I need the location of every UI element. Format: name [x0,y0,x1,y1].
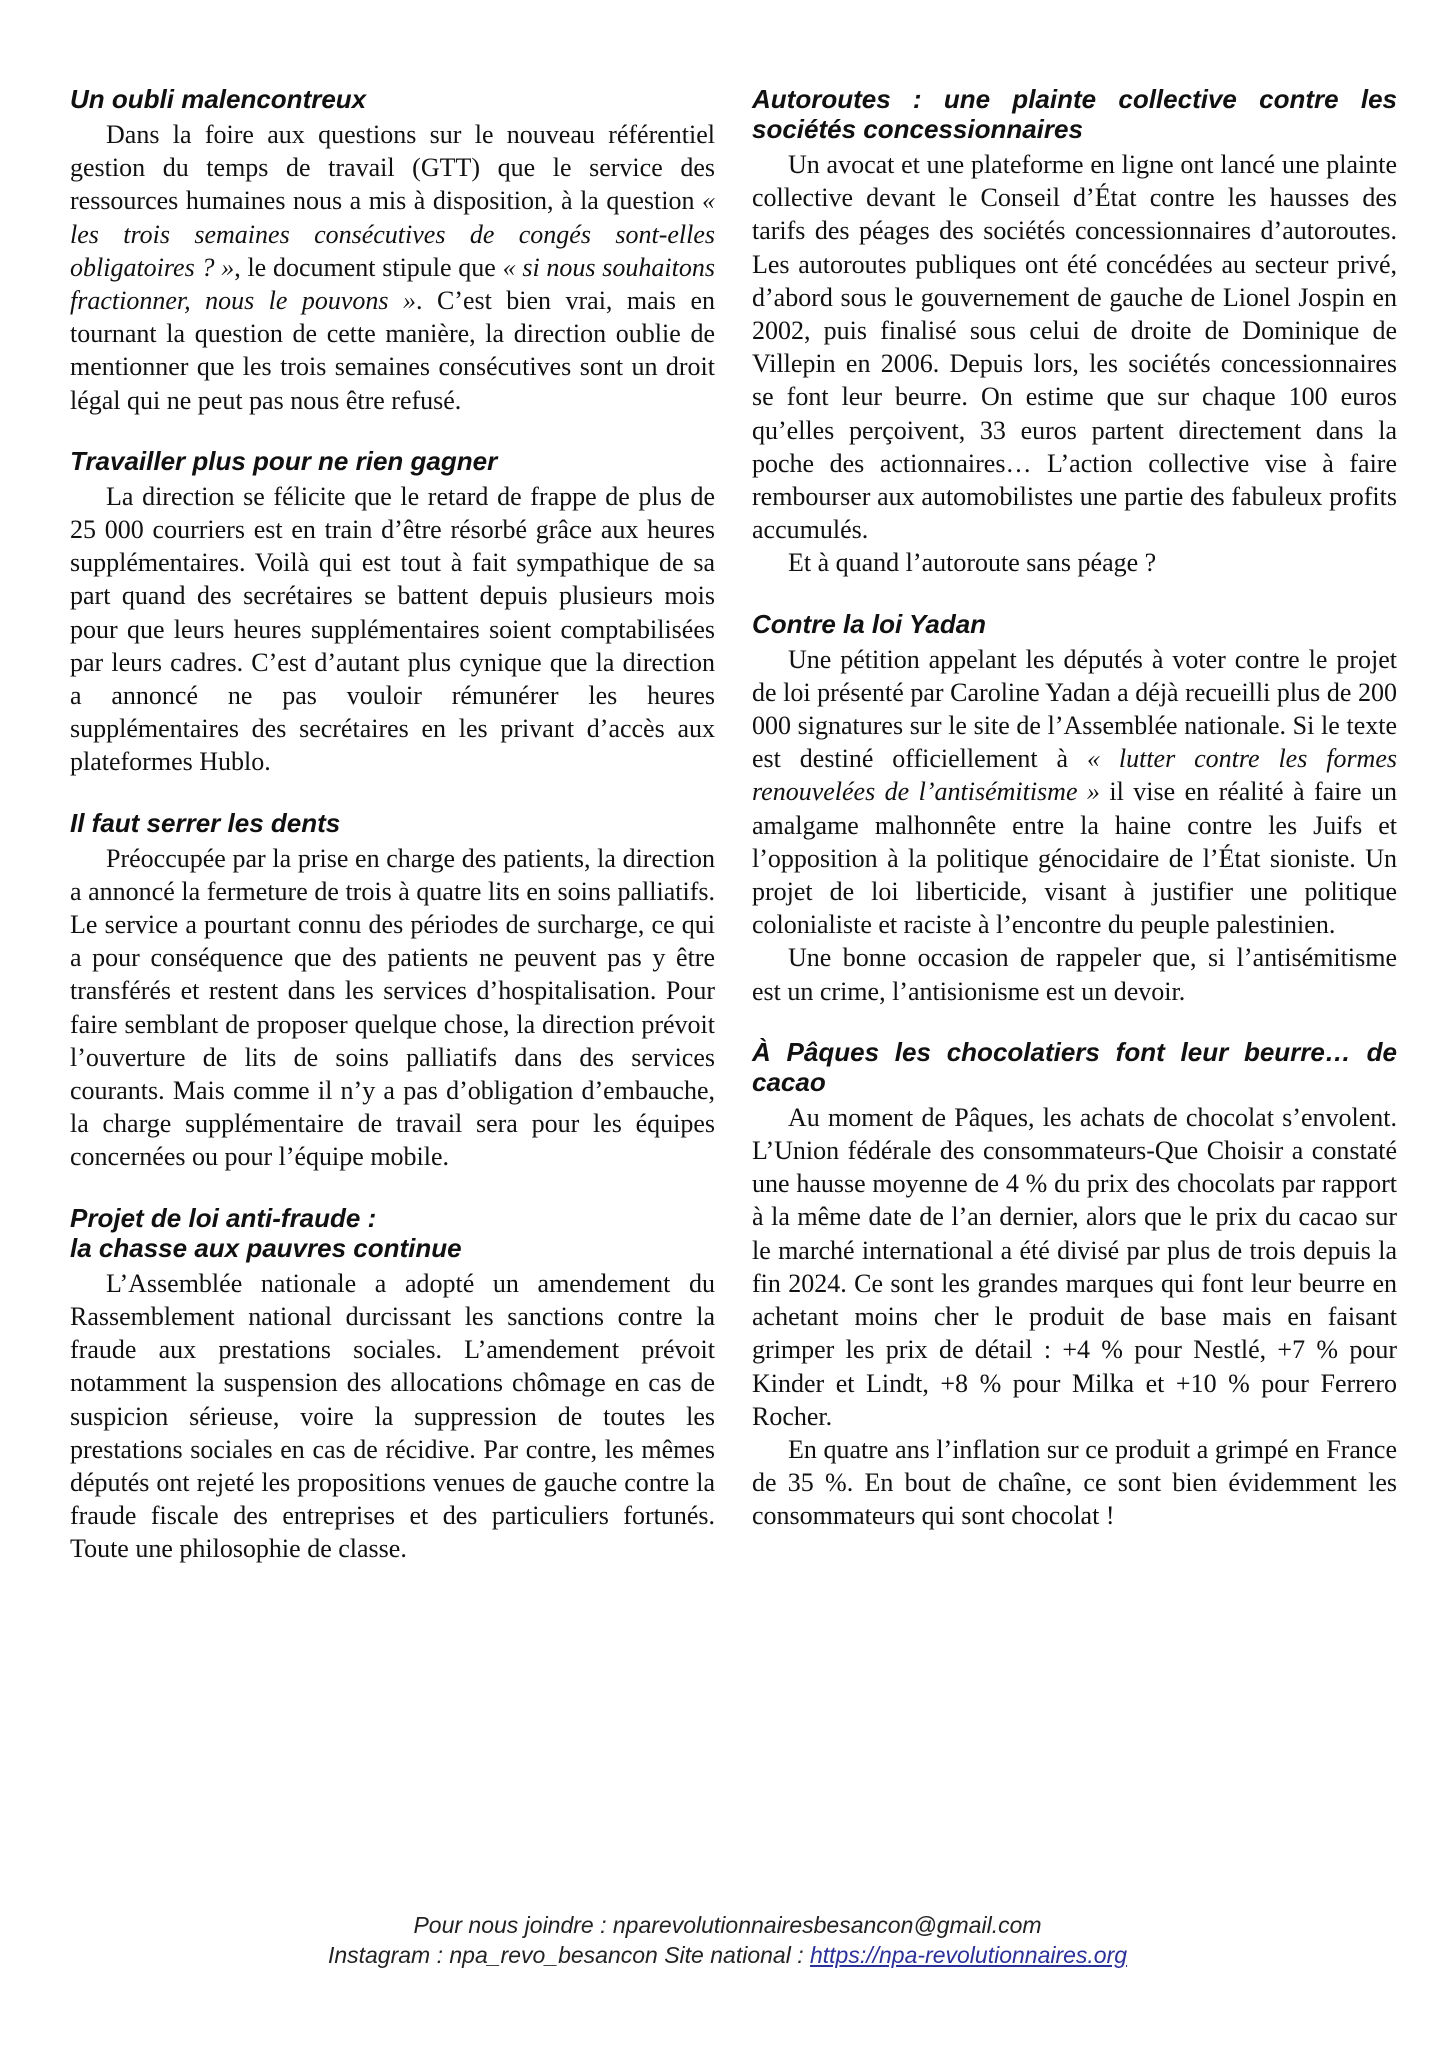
article-paragraph: Un avocat et une plateforme en ligne ont lancé une plainte collective devant le Conseil d’État contre les hausses des tarifs des péages des sociétés concessionnaires d’autoroutes. Les autoroutes publiques ont été concédées au secteur privé, d’abord sous le gouvernement de gauche de Lionel Jospin en 2002, puis finalisé sous celui de droite de Dominique de Villepin en 2006. Depuis lors, les sociétés concessionnaires se font leur beurre. On estime que sur chaque 100 euros qu’elles perçoivent, 33 euros partent directement dans la poche des actionnaires… L’action collective vise à faire rembourser aux automobilistes une partie des fabuleux profits accumulés. [752,150,1397,545]
article-paragraph: Dans la foire aux questions sur le nouveau référentiel gestion du temps de travail (GTT) que le service des ressources humaines nous a mis à disposition, à la question « les trois semaines consécutives de congés sont-elles obligatoires ? », le document stipule que « si nous souhaitons fractionner, nous le pouvons ». C’est bien vrai, mais en tournant la question de cette manière, la direction oublie de mentionner que les trois semaines consécutives sont un droit légal qui ne peut pas nous être refusé. [70,120,715,415]
footer-social-line: Instagram : npa_revo_besancon Site national : https://npa-revolutionnaires.org [327,1942,1128,1968]
article-loi-yadan [752,609,1397,1008]
article-paragraph: Une bonne occasion de rappeler que, si l’antisémitisme est un crime, l’antisionisme est un devoir. [752,943,1397,1006]
article-autoroutes [752,84,1397,580]
left-column [70,84,715,1595]
footer-email-line: Pour nous joindre : nparevolutionnairesbesancon@gmail.com [413,1912,1042,1938]
article-paragraph: Et à quand l’autoroute sans péage ? [788,548,1157,578]
article-paragraph: L’Assemblée nationale a adopté un amendement du Rassemblement national durcissant les sanctions contre la fraude aux prestations sociales. L’amendement prévoit notamment la suspension des allocations chômage en cas de suspicion sérieuse, voire la suppression de toutes les prestations sociales en cas de récidive. Par contre, les mêmes députés ont rejeté les propositions venues de gauche contre la fraude fiscale des entreprises et des particuliers fortunés. Toute une philosophie de classe. [70,1268,715,1564]
article-title: Travailler plus pour ne rien gagner [70,445,498,476]
article-oubli-malencontreux [70,84,715,417]
article-paques-chocolatiers [752,1037,1397,1533]
article-paragraph: En quatre ans l’inflation sur ce produit a grimpé en France de 35 %. En bout de chaîne, ce sont bien évidemment les consommateurs qui sont chocolat ! [752,1434,1397,1531]
article-title: Il faut serrer les dents [70,807,341,838]
article-title: Un oubli malencontreux [70,84,367,114]
article-title: À Pâques les chocolatiers font leur beurre… de cacao [752,1036,1397,1097]
article-title: Autoroutes : une plainte collective contre les sociétés concessionnaires [752,84,1397,144]
article-travailler-plus [70,446,715,779]
national-site-link[interactable]: https://npa-revolutionnaires.org [809,1942,1128,1968]
right-column [752,84,1397,1562]
article-paragraph: Au moment de Pâques, les achats de chocolat s’envolent. L’Union fédérale des consommateurs-Que Choisir a constaté une hausse moyenne de 4 % du prix des chocolats par rapport à la même date de l’an dernier, alors que le prix du cacao sur le marché international a été divisé par plus de trois depuis la fin 2024. Ce sont les grandes marques qui font leur beurre en achetant moins cher le produit de base mais en faisant grimper les prix de détail : +4 % pour Nestlé, +7 % pour Kinder et Lindt, +8 % pour Milka et +10 % pour Ferrero Rocher. [752,1102,1397,1431]
article-paragraph: La direction se félicite que le retard de frappe de plus de 25 000 courriers est en train d’être résorbé grâce aux heures supplémentaires. Voilà qui est tout à fait sympathique de sa part quand des secrétaires se battent depuis plusieurs mois pour que leurs heures supplémentaires soient comptabilisées par leurs cadres. C’est d’autant plus cynique que la direction a annoncé ne pas vouloir rémunérer les heures supplémentaires des secrétaires en les privant d’accès aux plateformes Hublo. [70,481,715,777]
article-title: Contre la loi Yadan [752,608,987,639]
article-paragraph: Préoccupée par la prise en charge des patients, la direction a annoncé la fermeture de trois à quatre lits en soins palliatifs. Le service a pourtant connu des périodes de surcharge, ce qui a pour conséquence que des patients ne peuvent pas y être transférés et restent dans les services d’hospitalisation. Pour faire semblant de proposer quelque chose, la direction prévoit l’ouverture de lits de soins palliatifs dans des services courants. Mais comme il n’y a pas d’obligation d’embauche, la charge supplémentaire de travail sera pour les équipes concernées ou pour l’équipe mobile. [70,843,715,1172]
article-paragraph: Une pétition appelant les députés à voter contre le projet de loi présenté par Caroline Yadan a déjà recueilli plus de 200 000 signatures sur le site de l’Assemblée nationale. Si le texte est destiné officiellement à « lutter contre les formes renouvelées de l’antisémitisme » il vise en réalité à faire un amalgame malhonnête entre la haine contre les Juifs et l’opposition à la politique génocidaire de l’État sioniste. Un projet de loi liberticide, visant à justifier une politique colonialiste et raciste à l’encontre du peuple palestinien. [752,644,1398,940]
footer-contact [0,1910,1455,1970]
article-serrer-les-dents [70,808,715,1174]
article-loi-anti-fraude [70,1203,715,1566]
article-title: Projet de loi anti-fraude : la chasse aux pauvres continue [70,1202,462,1263]
